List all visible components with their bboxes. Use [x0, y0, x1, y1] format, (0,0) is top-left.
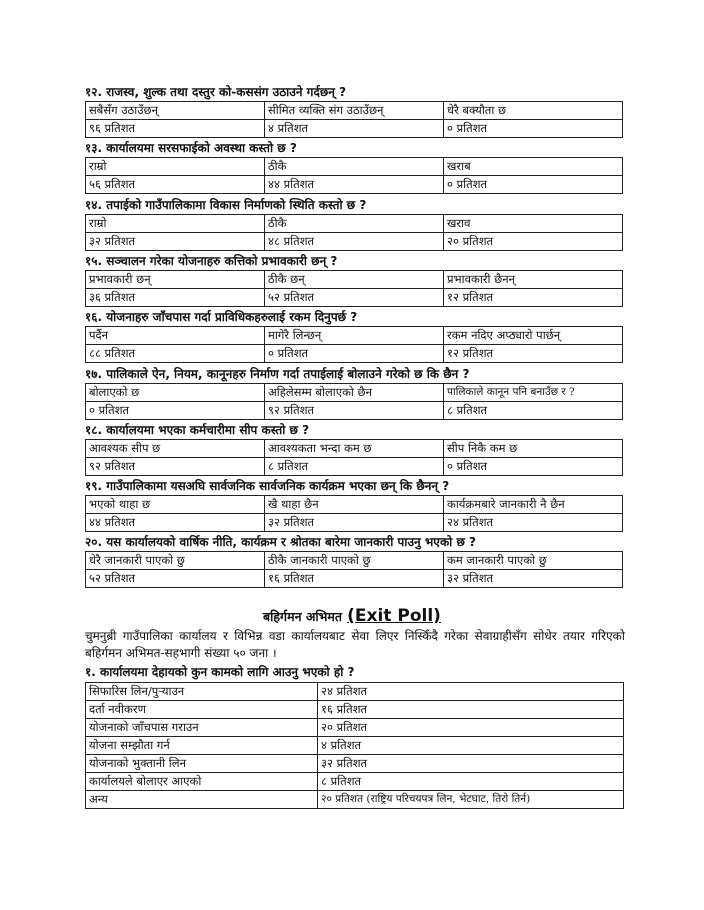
value-cell: ३२ प्रतिशत — [444, 570, 623, 588]
values-row — [86, 233, 623, 251]
percent-cell: २० प्रतिशत (राष्ट्रिय परिचयपत्र लिन, भेटघाट, तिरो तिर्न) — [318, 791, 624, 809]
value-cell: ४ प्रतिशत — [265, 120, 444, 138]
question-title: १८. कार्यालयमा भएका कर्मचारीमा सीप कस्तो छ ? — [85, 423, 310, 437]
options-row — [86, 158, 623, 176]
purpose-cell: अन्य — [86, 791, 318, 809]
option-cell: राम्रो — [86, 215, 265, 233]
option-cell: रकम नदिए अप्ठ्यारो पार्छन् — [444, 327, 623, 345]
answer-table — [85, 439, 623, 476]
question-title: १४. तपाईको गाउँपालिकामा विकास निर्माणको स्थिति कस्तो छ ? — [85, 198, 367, 212]
value-cell: ५६ प्रतिशत — [86, 176, 265, 194]
value-cell: ५२ प्रतिशत — [265, 289, 444, 307]
purpose-cell: सिफारिस लिन/पुऱ्याउन — [86, 683, 318, 701]
value-cell: ३६ प्रतिशत — [86, 289, 265, 307]
purpose-cell: कार्यालयले बोलाएर आएको — [86, 773, 318, 791]
table-row — [86, 683, 624, 701]
option-cell: ठीकै छन् — [265, 271, 444, 289]
section-title — [0, 606, 704, 626]
table-row — [86, 737, 624, 755]
option-cell: खराब — [444, 158, 623, 176]
value-cell: ० प्रतिशत — [444, 458, 623, 476]
answer-table — [85, 326, 623, 363]
purpose-cell: योजनाको भुक्तानी लिन — [86, 755, 318, 773]
percent-cell: २० प्रतिशत — [318, 719, 624, 737]
option-cell: पालिकाले कानून पनि बनाउँछ र ? — [444, 384, 623, 402]
option-cell: भएको थाहा छ — [86, 496, 265, 514]
option-cell: बोलाएको छ — [86, 384, 265, 402]
option-cell: सबैसँग उठाउँछन् — [86, 102, 265, 120]
option-cell: प्रभावकारी छैनन् — [444, 271, 623, 289]
value-cell: ८ प्रतिशत — [444, 402, 623, 420]
value-cell: ५२ प्रतिशत — [86, 570, 265, 588]
options-row — [86, 327, 623, 345]
value-cell: ० प्रतिशत — [86, 402, 265, 420]
value-cell: ३२ प्रतिशत — [86, 233, 265, 251]
question-title: १९. गाउँपालिकामा यसअघि सार्वजनिक सार्वजनिक कार्यक्रम भएका छन् कि छैनन् ? — [85, 479, 450, 493]
values-row — [86, 570, 623, 588]
option-cell: पर्दैन — [86, 327, 265, 345]
option-cell: राम्रो — [86, 158, 265, 176]
option-cell: ठीकै जानकारी पाएको छु — [265, 552, 444, 570]
value-cell: २० प्रतिशत — [444, 233, 623, 251]
percent-cell: ३२ प्रतिशत — [318, 755, 624, 773]
option-cell: मागेरै लिन्छन् — [265, 327, 444, 345]
option-cell: धेरै जानकारी पाएको छु — [86, 552, 265, 570]
intro-paragraph: चुमनुब्री गाउँपालिका कार्यालय र विभिन्न वडा कार्यालयबाट सेवा लिएर निस्किँदै गरेका सेवाग्राहीसँग सोधेर तयार गरिएको बहिर्गमन अभिमत-सहभागी संख्या ५० जना । — [85, 629, 625, 660]
purpose-cell: दर्ता नवीकरण — [86, 701, 318, 719]
purpose-cell: योजनाको जाँचपास गराउन — [86, 719, 318, 737]
option-cell: खराव — [444, 215, 623, 233]
value-cell: ८८ प्रतिशत — [86, 345, 265, 363]
answer-table — [85, 551, 623, 588]
table-row — [86, 701, 624, 719]
options-row — [86, 496, 623, 514]
options-row — [86, 102, 623, 120]
option-cell: कम जानकारी पाएको छु — [444, 552, 623, 570]
question-title: १. कार्यालयमा देहायको कुन कामको लागि आउनु भएको हो ? — [85, 665, 355, 679]
values-row — [86, 120, 623, 138]
table-row — [86, 755, 624, 773]
section-title-english: (Exit Poll) — [347, 606, 441, 626]
option-cell: आवश्यक सीप छ — [86, 440, 265, 458]
values-row — [86, 289, 623, 307]
question-title: १५. सञ्चालन गरेका योजनाहरु कत्तिको प्रभावकारी छन् ? — [85, 254, 338, 268]
options-row — [86, 215, 623, 233]
value-cell: ० प्रतिशत — [444, 120, 623, 138]
question-title: १२. राजस्व, शुल्क तथा दस्तुर को-कससंग उठाउने गर्दछन् ? — [85, 85, 347, 99]
values-row — [86, 176, 623, 194]
value-cell: ० प्रतिशत — [265, 345, 444, 363]
values-row — [86, 514, 623, 532]
value-cell: ९२ प्रतिशत — [265, 402, 444, 420]
value-cell: ८ प्रतिशत — [265, 458, 444, 476]
option-cell: प्रभावकारी छन् — [86, 271, 265, 289]
options-row — [86, 384, 623, 402]
percent-cell: १६ प्रतिशत — [318, 701, 624, 719]
values-row — [86, 402, 623, 420]
value-cell: ९६ प्रतिशत — [86, 120, 265, 138]
percent-cell: २४ प्रतिशत — [318, 683, 624, 701]
option-cell: कार्यक्रमबारे जानकारी नै छैन — [444, 496, 623, 514]
value-cell: २४ प्रतिशत — [444, 514, 623, 532]
value-cell: ४४ प्रतिशत — [86, 514, 265, 532]
option-cell: अहिलेसम्म बोलाएको छैन — [265, 384, 444, 402]
answer-table — [85, 495, 623, 532]
value-cell: १६ प्रतिशत — [265, 570, 444, 588]
option-cell: सीप निकै कम छ — [444, 440, 623, 458]
answer-table — [85, 270, 623, 307]
value-cell: ९२ प्रतिशत — [86, 458, 265, 476]
percent-cell: ८ प्रतिशत — [318, 773, 624, 791]
value-cell: ३२ प्रतिशत — [265, 514, 444, 532]
value-cell: ४८ प्रतिशत — [265, 233, 444, 251]
option-cell: ठीकै — [265, 215, 444, 233]
question-title: १७. पालिकाले ऐन, नियम, कानूनहरु निर्माण गर्दा तपाईलाई बोलाउने गरेको छ कि छैन ? — [85, 367, 470, 381]
purpose-cell: योजना सम्झौता गर्न — [86, 737, 318, 755]
answer-table — [85, 101, 623, 138]
value-cell: १२ प्रतिशत — [444, 345, 623, 363]
question-title: २०. यस कार्यालयको वार्षिक नीति, कार्यक्रम र श्रोतका बारेमा जानकारी पाउनु भएको छ ? — [85, 535, 476, 549]
option-cell: ठीकै — [265, 158, 444, 176]
answer-table — [85, 214, 623, 251]
table-row — [86, 719, 624, 737]
question-title: १६. योजनाहरु जाँचपास गर्दा प्राविधिकहरुलाई रकम दिनुपर्छ ? — [85, 310, 358, 324]
values-row — [86, 458, 623, 476]
value-cell: १२ प्रतिशत — [444, 289, 623, 307]
answer-table — [85, 157, 623, 194]
question-title: १३. कार्यालयमा सरसफाईको अवस्था कस्तो छ ? — [85, 141, 297, 155]
options-row — [86, 271, 623, 289]
value-cell: ० प्रतिशत — [444, 176, 623, 194]
option-cell: खै थाहा छैन — [265, 496, 444, 514]
option-cell: आवश्यकता भन्दा कम छ — [265, 440, 444, 458]
option-cell: सीमित व्यक्ति संग उठाउँछन् — [265, 102, 444, 120]
options-row — [86, 440, 623, 458]
answer-table — [85, 383, 623, 420]
percent-cell: ४ प्रतिशत — [318, 737, 624, 755]
value-cell: ४४ प्रतिशत — [265, 176, 444, 194]
table-row — [86, 773, 624, 791]
table-row — [86, 791, 624, 809]
options-row — [86, 552, 623, 570]
option-cell: धेरै बक्यौता छ — [444, 102, 623, 120]
exit-poll-table — [85, 682, 624, 809]
section-title-nepali: बहिर्गमन अभिमत — [263, 609, 343, 624]
values-row — [86, 345, 623, 363]
